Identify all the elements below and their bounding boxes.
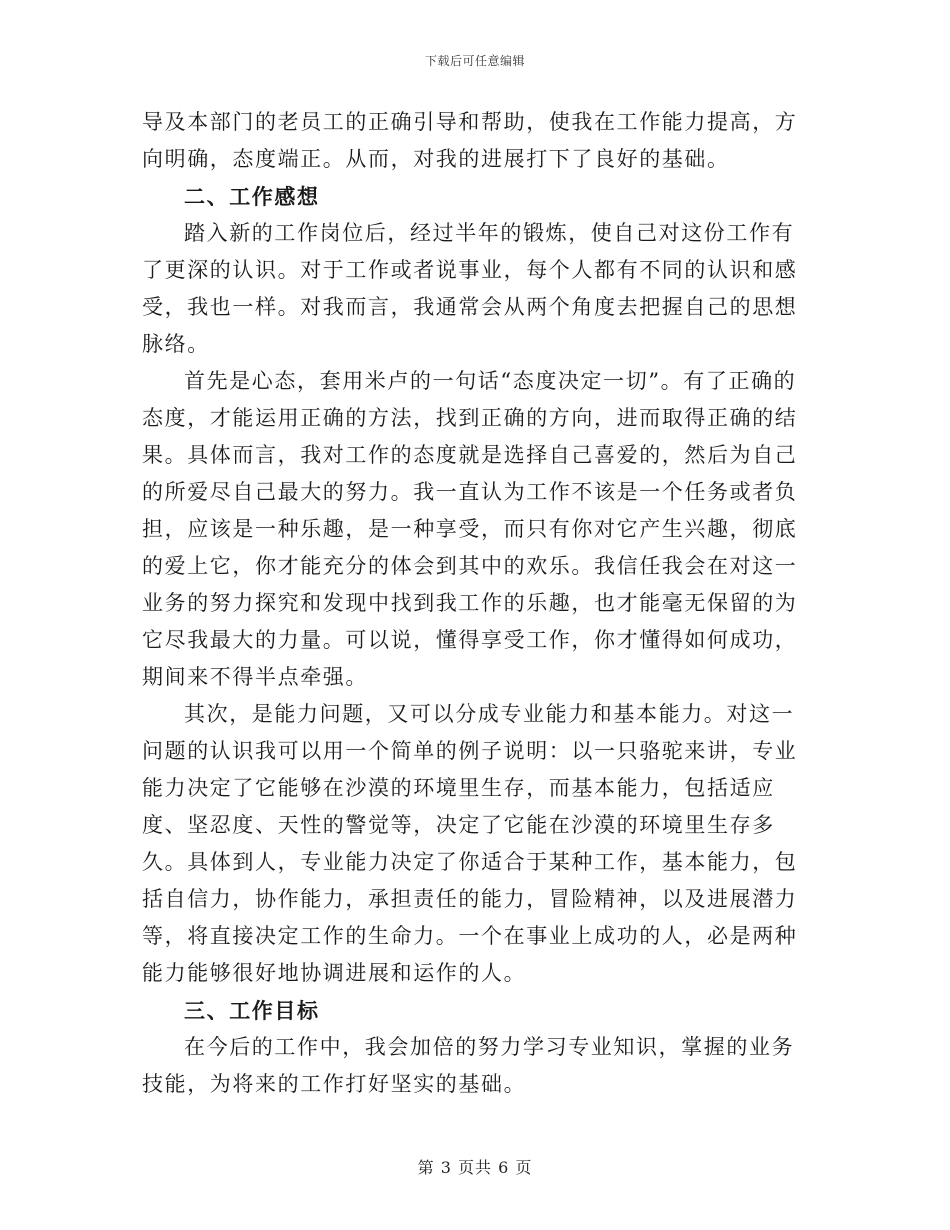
section-heading-work-reflections: 二、工作感想 bbox=[184, 184, 320, 209]
document-body bbox=[142, 104, 808, 1103]
paragraph: 在今后的工作中，我会加倍的努力学习专业知识，掌握的业务技能，为将来的工作打好坚实的基础。 bbox=[142, 1035, 795, 1096]
header-note: 下载后可任意编辑 bbox=[424, 54, 525, 68]
paragraph-continued: 导及本部门的老员工的正确引导和帮助，使我在工作能力提高，方向明确，态度端正。从而，对我的进展打下了良好的基础。 bbox=[142, 110, 798, 171]
paragraph: 首先是心态，套用米卢的一句话“态度决定一切”。有了正确的态度，才能运用正确的方法，找到正确的方向，进而取得正确的结果。具体而言，我对工作的态度就是选择自己喜爱的，然后为自己的所爱尽自己最大的努力。我一直认为工作不该是一个任务或者负担，应该是一种乐趣，是一种享受，而只有你对它产生兴趣，彻底的爱上它，你才能充分的体会到其中的欢乐。我信任我会在对这一业务的努力探究和发现中找到我工作的乐趣，也才能毫无保留的为它尽我最大的力量。可以说，懂得享受工作，你才懂得如何成功，期间来不得半点牵强。 bbox=[142, 369, 798, 689]
section-heading-work-goals: 三、工作目标 bbox=[184, 998, 320, 1023]
paragraph: 踏入新的工作岗位后，经过半年的锻炼，使自己对这份工作有了更深的认识。对于工作或者说事业，每个人都有不同的认识和感受，我也一样。对我而言，我通常会从两个角度去把握自己的思想脉络。 bbox=[142, 221, 798, 356]
page-number-footer: 第 3 页共 6 页 bbox=[417, 1158, 533, 1177]
paragraph: 其次，是能力问题，又可以分成专业能力和基本能力。对这一问题的认识我可以用一个简单的例子说明：以一只骆驼来讲，专业能力决定了它能够在沙漠的环境里生存，而基本能力，包括适应度、坚忍度、天性的警觉等，决定了它能在沙漠的环境里生存多久。具体到人，专业能力决定了你适合于某种工作，基本能力，包括自信力，协作能力，承担责任的能力，冒险精神，以及进展潜力等，将直接决定工作的生命力。一个在事业上成功的人，必是两种能力能够很好地协调进展和运作的人。 bbox=[142, 702, 798, 985]
